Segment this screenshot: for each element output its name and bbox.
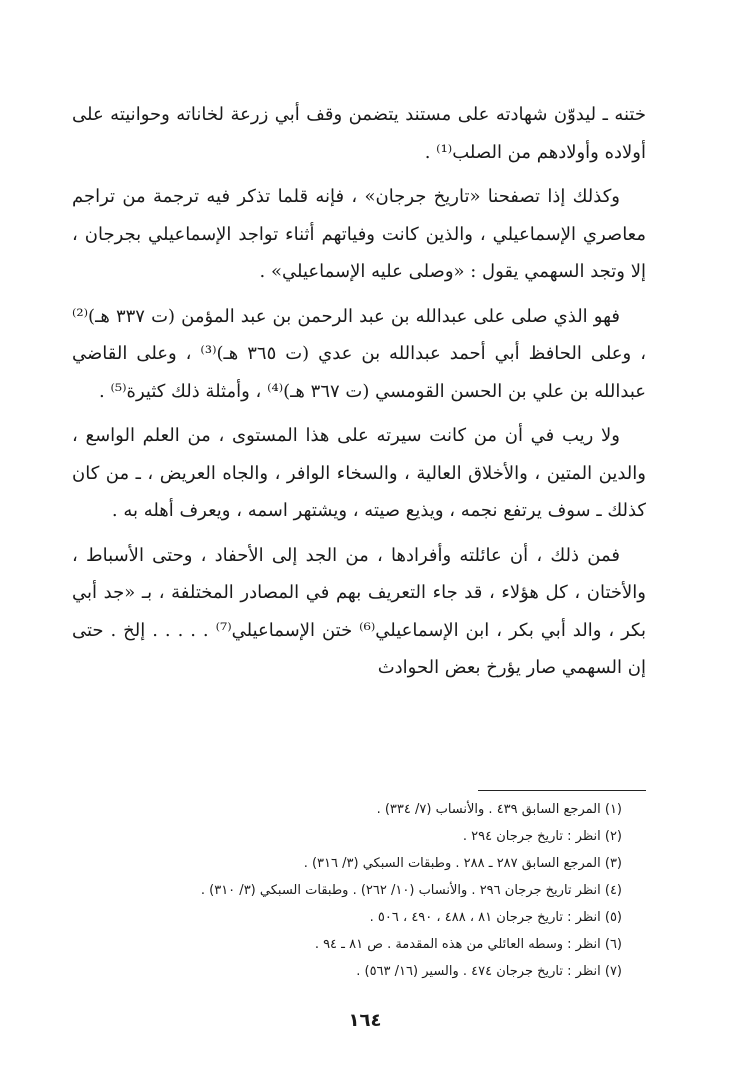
- paragraph-5: فمن ذلك ، أن عائلته وأفرادها ، من الجد إلى الأحفاد ، وحتى الأسباط ، والأختان ، كل هؤلاء ، قد جاء التعريف بهم في المصادر المختلفة ، بـ «جد أبي بكر ، والد أبي بكر ، ابن الإسماعيلي⁽⁶⁾ ختن الإسماعيلي⁽⁷⁾ . . . . . إلخ . حتى إن السهمي صار يؤرخ بعض الحوادث: [72, 544, 646, 678]
- footnote-5: (٥) انظر : تاريخ جرجان ٨١ ، ٤٨٨ ، ٤٩٠ ، ٥٠٦ .: [369, 910, 622, 925]
- footnote-1: (١) المرجع السابق ٤٣٩ . والأنساب (٧/ ٣٣٤) .: [376, 802, 622, 817]
- page-number: ١٦٤: [348, 1010, 382, 1031]
- paragraph-2: وكذلك إذا تصفحنا «تاريخ جرجان» ، فإنه قلما تذكر فيه ترجمة من تراجم معاصري الإسماعيلي ، والذين كانت وفياتهم أثناء تواجد الإسماعيلي بجرجان ، إلا وتجد السهمي يقول : «وصلى عليه الإسماعيلي» .: [72, 186, 646, 282]
- footnotes: [62, 796, 622, 985]
- footnote-6: (٦) انظر : وسطه العائلي من هذه المقدمة . ص ٨١ ـ ٩٤ .: [314, 937, 622, 952]
- main-text: [72, 96, 646, 687]
- paragraph-4: ولا ريب في أن من كانت سيرته على هذا المستوى ، من العلم الواسع ، والدين المتين ، والأخلاق العالية ، والسخاء الوافر ، والجاه العريض ، ـ من كان كذلك ـ سوف يرتفع نجمه ، ويذيع صيته ، ويشتهر اسمه ، ويعرف أهله به .: [72, 425, 646, 521]
- footnote-4: (٤) انظر تاريخ جرجان ٢٩٦ . والأنساب (١٠/ ٢٦٢) . وطبقات السبكي (٣/ ٣١٠) .: [200, 883, 622, 898]
- footnote-3: (٣) المرجع السابق ٢٨٧ ـ ٢٨٨ . وطبقات السبكي (٣/ ٣١٦) .: [303, 856, 622, 871]
- footnote-7: (٧) انظر : تاريخ جرجان ٤٧٤ . والسير (١٦/ ٥٦٣) .: [356, 964, 622, 979]
- footnote-2: (٢) انظر : تاريخ جرجان ٢٩٤ .: [462, 829, 622, 844]
- paragraph-3: فهو الذي صلى على عبدالله بن عبد الرحمن بن عبد المؤمن (ت ٣٣٧ هـ)⁽²⁾ ، وعلى الحافظ أبي أحمد عبدالله بن عدي (ت ٣٦٥ هـ)⁽³⁾ ، وعلى القاضي عبدالله بن علي بن الحسن القومسي (ت ٣٦٧ هـ)⁽⁴⁾ ، وأمثلة ذلك كثيرة⁽⁵⁾ .: [72, 305, 646, 402]
- paragraph-1: ختنه ـ ليدوّن شهادته على مستند يتضمن وقف أبي زرعة لخاناته وحوانيته على أولاده وأولادهم من الصلب⁽¹⁾ .: [72, 104, 646, 163]
- footnote-divider: [478, 790, 646, 791]
